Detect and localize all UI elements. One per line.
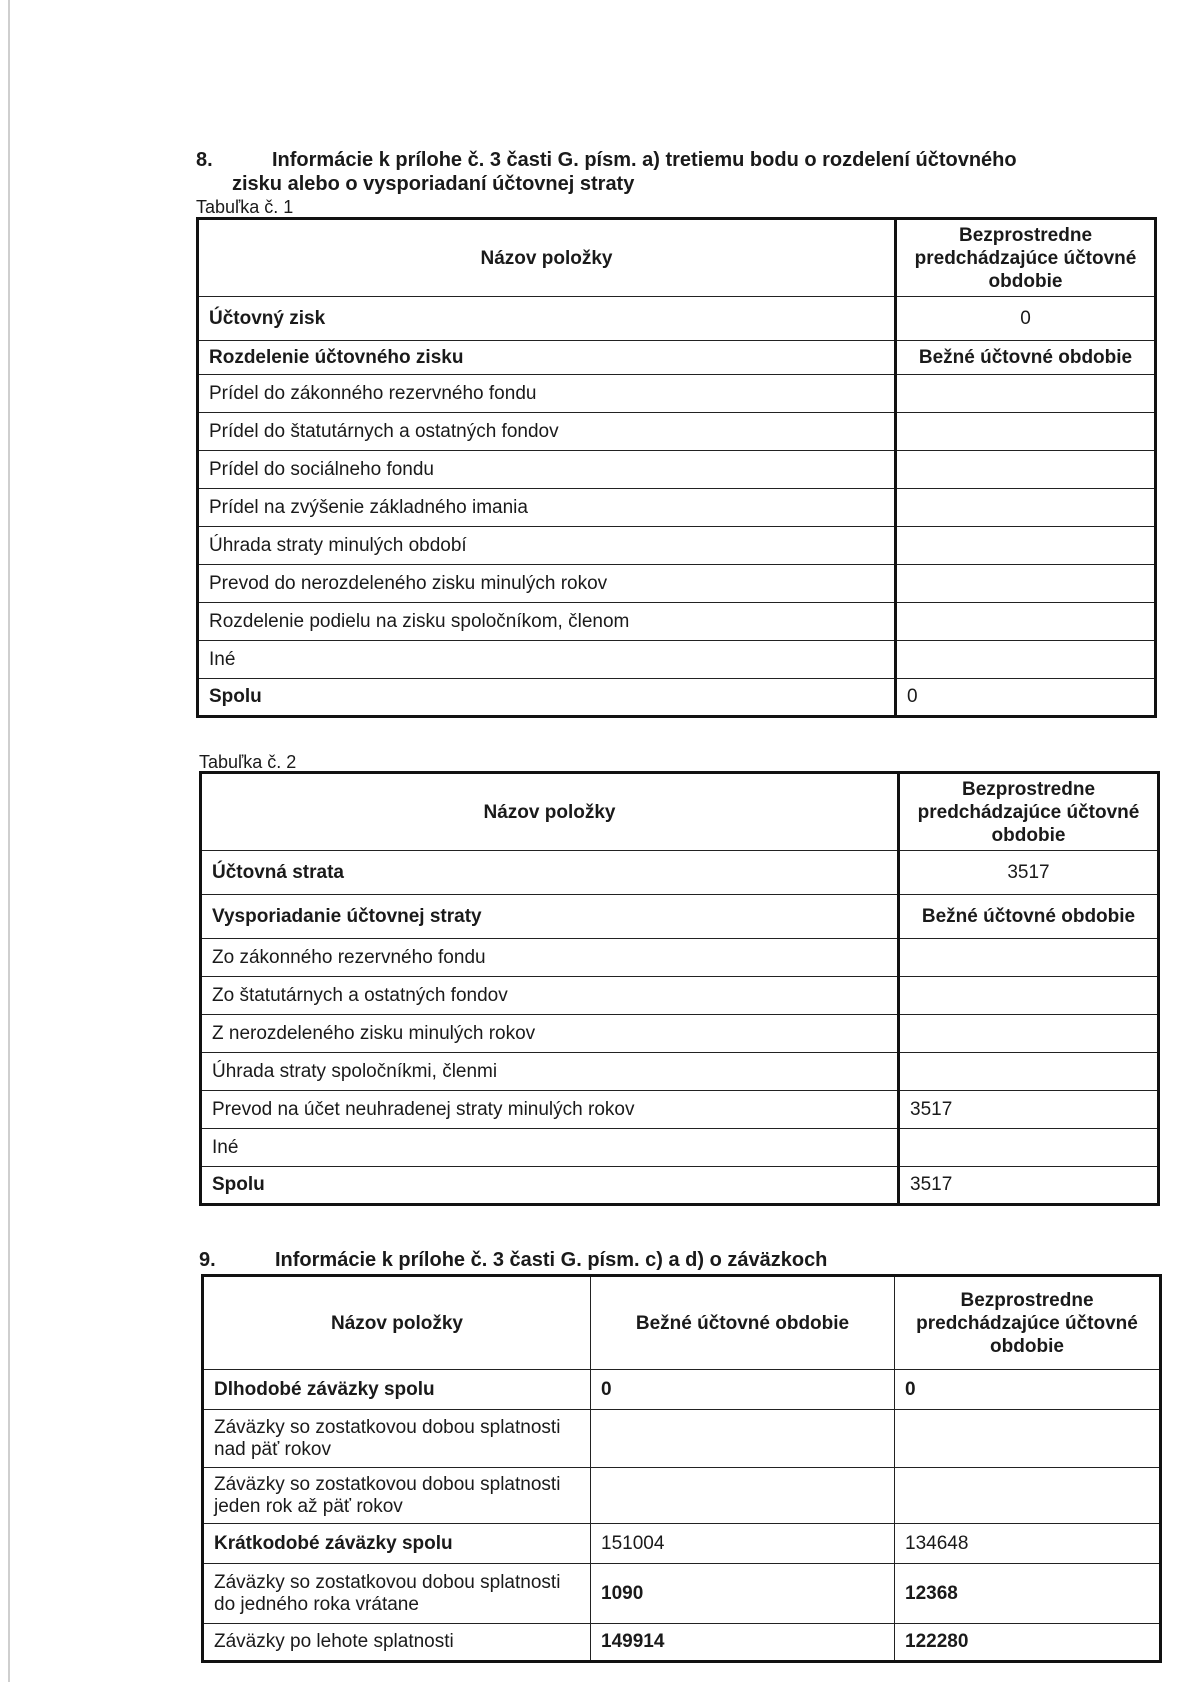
table1-distribution-label: Rozdelenie účtovného zisku xyxy=(198,341,896,375)
table-row xyxy=(203,1624,1161,1662)
table2-row-value xyxy=(899,1015,1159,1053)
table-row xyxy=(198,565,1156,603)
table1-header-row xyxy=(198,219,1156,297)
table2-row-label: Iné xyxy=(201,1129,899,1167)
table1-row-label: Prídel do štatutárnych a ostatných fondov xyxy=(198,413,896,451)
table1-row-value xyxy=(896,489,1156,527)
table-row xyxy=(203,1564,1161,1624)
table3-row-label: Dlhodobé záväzky spolu xyxy=(203,1370,591,1410)
table1-row-label: Iné xyxy=(198,641,896,679)
table-row xyxy=(201,939,1159,977)
table1-row-value xyxy=(896,527,1156,565)
table1-row-label: Rozdelenie podielu na zisku spoločníkom, členom xyxy=(198,603,896,641)
table1-caption: Tabuľka č. 1 xyxy=(196,197,294,217)
table2-row-label: Zo zákonného rezervného fondu xyxy=(201,939,899,977)
table-row xyxy=(201,1015,1159,1053)
page-edge xyxy=(0,0,10,1682)
table2-header-prev: Bezprostredne predchádzajúce účtovné obdobie xyxy=(899,773,1159,851)
table3-header-name: Názov položky xyxy=(203,1276,591,1370)
table2-row-value xyxy=(899,1053,1159,1091)
table3-header-row xyxy=(203,1276,1161,1370)
table3-row-current: 1090 xyxy=(591,1564,895,1624)
table-row xyxy=(203,1410,1161,1468)
table-row xyxy=(201,977,1159,1015)
table3-row-label: Krátkodobé záväzky spolu xyxy=(203,1524,591,1564)
table2-row-value xyxy=(899,1129,1159,1167)
table1-total-row xyxy=(198,679,1156,717)
table3-row-current: 149914 xyxy=(591,1624,895,1662)
table2-total-label: Spolu xyxy=(201,1167,899,1205)
table2-current-period-label: Bežné účtovné obdobie xyxy=(899,895,1159,939)
table1-row-value xyxy=(896,603,1156,641)
section-8-number: 8. xyxy=(196,149,213,171)
table2-row-value xyxy=(899,939,1159,977)
section-9-heading xyxy=(199,1248,1099,1272)
table3-row-label: Záväzky po lehote splatnosti xyxy=(203,1624,591,1662)
table1-row-label: Prídel do zákonného rezervného fondu xyxy=(198,375,896,413)
table2-row-label: Prevod na účet neuhradenej straty minulých rokov xyxy=(201,1091,899,1129)
table-row xyxy=(198,375,1156,413)
section-9-number: 9. xyxy=(199,1249,216,1271)
table3-row-prev: 134648 xyxy=(895,1524,1161,1564)
table2-row-label: Úhrada straty spoločníkmi, členmi xyxy=(201,1053,899,1091)
table1-distribution-row xyxy=(198,341,1156,375)
section-8-heading xyxy=(196,148,1096,196)
table2-caption: Tabuľka č. 2 xyxy=(199,752,297,772)
table3-row-prev: 122280 xyxy=(895,1624,1161,1662)
table2-loss-label: Účtovná strata xyxy=(201,851,899,895)
table-row xyxy=(203,1468,1161,1524)
table1-row-value xyxy=(896,413,1156,451)
table3-row-prev xyxy=(895,1410,1161,1468)
table3-row-current: 0 xyxy=(591,1370,895,1410)
table-row xyxy=(198,641,1156,679)
table2 xyxy=(199,771,1160,1206)
table1-header-name: Názov položky xyxy=(198,219,896,297)
table1-row-value xyxy=(896,451,1156,489)
table3-row-current: 151004 xyxy=(591,1524,895,1564)
table3-header-current: Bežné účtovné obdobie xyxy=(591,1276,895,1370)
section-8-title-line1: Informácie k prílohe č. 3 časti G. písm. a) tretiemu bodu o rozdelení účtovného xyxy=(272,149,1017,171)
table1-row-value xyxy=(896,641,1156,679)
table-row xyxy=(198,413,1156,451)
table-row xyxy=(198,603,1156,641)
table3-row-current xyxy=(591,1410,895,1468)
table1-profit-value: 0 xyxy=(896,297,1156,341)
table1-row-value xyxy=(896,375,1156,413)
table3-header-prev: Bezprostredne predchádzajúce účtovné obdobie xyxy=(895,1276,1161,1370)
table1-current-period-label: Bežné účtovné obdobie xyxy=(896,341,1156,375)
table2-row-value: 3517 xyxy=(899,1091,1159,1129)
table3-row-current xyxy=(591,1468,895,1524)
table3-row-prev xyxy=(895,1468,1161,1524)
table3-row-label: Záväzky so zostatkovou dobou splatnosti do jedného roka vrátane xyxy=(203,1564,591,1624)
table-row xyxy=(198,527,1156,565)
table3-row-label: Záväzky so zostatkovou dobou splatnosti jeden rok až päť rokov xyxy=(203,1468,591,1524)
table1-row-label: Prevod do nerozdeleného zisku minulých rokov xyxy=(198,565,896,603)
table2-settlement-row xyxy=(201,895,1159,939)
table2-header-name: Názov položky xyxy=(201,773,899,851)
table-row xyxy=(201,1053,1159,1091)
table1-total-value: 0 xyxy=(896,679,1156,717)
table1-header-prev: Bezprostredne predchádzajúce účtovné obdobie xyxy=(896,219,1156,297)
table2-row-label: Zo štatutárnych a ostatných fondov xyxy=(201,977,899,1015)
table2-loss-row xyxy=(201,851,1159,895)
table-row xyxy=(198,451,1156,489)
section-9-title: Informácie k prílohe č. 3 časti G. písm. c) a d) o záväzkoch xyxy=(275,1249,828,1271)
table1-profit-row xyxy=(198,297,1156,341)
table2-loss-value: 3517 xyxy=(899,851,1159,895)
section-8-title-line2: zisku alebo o vysporiadaní účtovnej straty xyxy=(232,173,635,195)
table-row xyxy=(203,1370,1161,1410)
table2-total-value: 3517 xyxy=(899,1167,1159,1205)
table3-row-prev: 0 xyxy=(895,1370,1161,1410)
table2-row-label: Z nerozdeleného zisku minulých rokov xyxy=(201,1015,899,1053)
table1-row-value xyxy=(896,565,1156,603)
table1-row-label: Prídel na zvýšenie základného imania xyxy=(198,489,896,527)
table1-row-label: Úhrada straty minulých období xyxy=(198,527,896,565)
table1 xyxy=(196,217,1157,718)
table2-total-row xyxy=(201,1167,1159,1205)
table3-row-prev: 12368 xyxy=(895,1564,1161,1624)
table1-total-label: Spolu xyxy=(198,679,896,717)
table2-row-value xyxy=(899,977,1159,1015)
table2-settlement-label: Vysporiadanie účtovnej straty xyxy=(201,895,899,939)
table3-row-label: Záväzky so zostatkovou dobou splatnosti nad päť rokov xyxy=(203,1410,591,1468)
table-row xyxy=(201,1129,1159,1167)
table-row xyxy=(203,1524,1161,1564)
table-row xyxy=(201,1091,1159,1129)
table1-profit-label: Účtovný zisk xyxy=(198,297,896,341)
table2-header-row xyxy=(201,773,1159,851)
table1-row-label: Prídel do sociálneho fondu xyxy=(198,451,896,489)
table-row xyxy=(198,489,1156,527)
table3 xyxy=(201,1274,1162,1663)
